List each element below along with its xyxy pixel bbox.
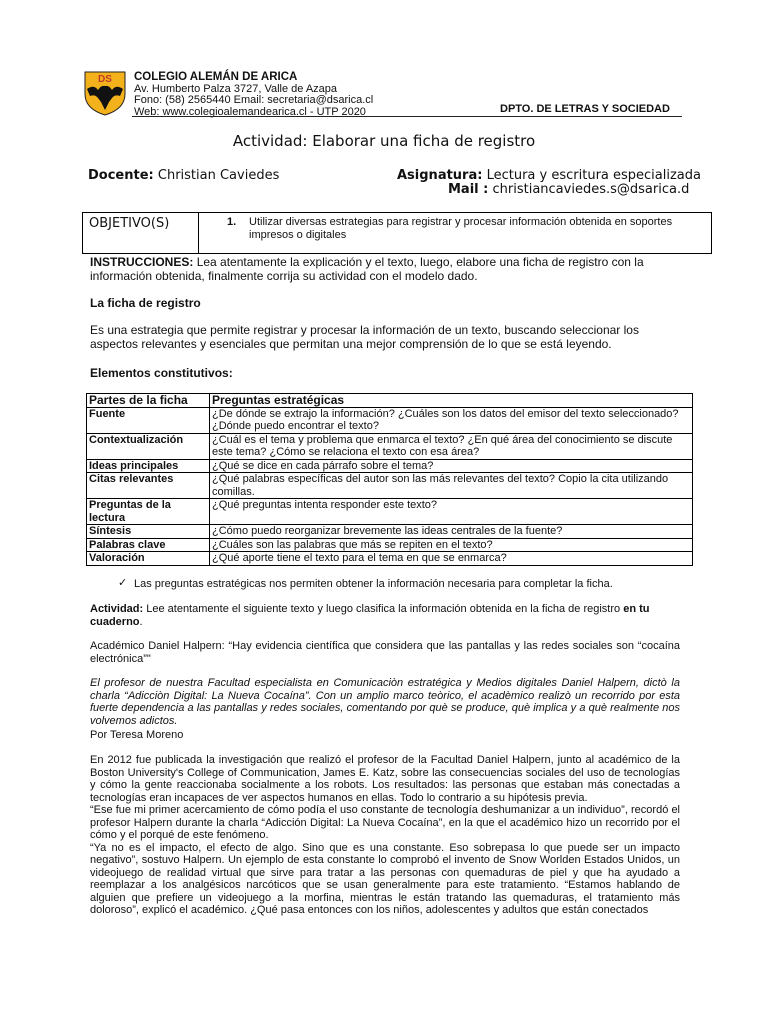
article-paragraph: “Ese fue mi primer acercamiento de cómo podía el uso constante de tecnología deshumanizar a un individuo”, recordó el profesor Halpern durante la charla “Adicción Digital: La Nueva Cocaína”, en la que el académico hizo un recorrido por el cómo y el porqué de este fenómeno. [90,804,680,841]
objective-number: 1. [227,216,237,228]
table-cell-part: Ideas principales [87,459,210,473]
activity-text: Lee atentamente el siguiente texto y luego clasifica la información obtenida en la ficha de registro [143,603,624,615]
activity-label: Actividad: [90,603,144,615]
table-cell-question: ¿Cuál es el tema y problema que enmarca el texto? ¿En qué área del conocimiento se discute este tema? ¿Cómo se relaciona el texto con esa área? [210,433,693,459]
objective-label: OBJETIVO(S) [83,213,199,253]
teacher-label: Docente: [88,168,154,183]
school-web: Web: www.colegioalemandearica.cl - UTP 2020 [134,105,366,118]
instructions-label: INSTRUCCIONES: [90,255,194,269]
activity-bold-end: en tu cuaderno [90,603,650,628]
article-byline: Por Teresa Moreno [90,729,184,741]
table-cell-part: Palabras clave [87,538,210,552]
table-header-parts: Partes de la ficha [87,394,210,408]
table-row [87,433,693,459]
subject-label: Asignatura: [397,168,483,183]
article-quote: Académico Daniel Halpern: “Hay evidencia científica que considera que las pantallas y las redes sociales son “cocaína electrónica”" [90,640,680,665]
header-divider [132,116,682,117]
ficha-text: Es una estrategia que permite registrar y procesar la información de un texto, buscando seleccionar los aspectos relevantes y esenciales que permitan una mejor comprensión de lo que se está leyendo. [90,323,639,351]
teacher-line [88,168,279,183]
activity-instructions [90,603,690,628]
department-label: DPTO. DE LETRAS Y SOCIEDAD [500,103,670,115]
table-row [87,459,693,473]
table-cell-question: ¿Qué preguntas intenta responder este texto? [210,499,693,525]
article-lead: El profesor de nuestra Facultad especialista en Comunicaciòn estratégica y Medios digitales Daniel Halpern, dictò la charla “Adicciòn Digital: La Nueva Cocaína”. Con un amplio marco teòrico, el acadèmico realizò un recorrido por esta fuerte dependencia a las pantallas y redes sociales, comentando por què se produce, què implica y a què realmente nos volvemos adictos. [90,677,680,727]
logo-text: DS [98,74,112,85]
school-address: Av. Humberto Palza 3727, Valle de Azapa [134,82,338,95]
check-note: Las preguntas estratégicas nos permiten obtener la información necesaria para completar la ficha. [134,578,613,590]
subject-line [397,168,701,183]
table-cell-question: ¿Qué palabras específicas del autor son las más relevantes del texto? Copio la cita utilizando comillas. [210,473,693,499]
school-info [134,72,373,118]
teacher-name: Christian Caviedes [157,168,280,183]
school-contact: Fono: (58) 2565440 Email: secretaria@dsarica.cl [134,94,374,106]
table-row [87,473,693,499]
mail-value: christiancaviedes.s@dsarica.d [492,182,690,197]
table-row [87,552,693,566]
elements-heading: Elementos constitutivos: [90,366,233,380]
table-row [87,525,693,539]
objective-box [82,212,712,254]
subject-name: Lectura y escritura especializada [486,168,701,183]
article-paragraph: En 2012 fue publicada la investigación que realizó el profesor de la Facultad Daniel Halpern, junto al académico de la Boston University's College of Communication, James E. Katz, sobre las consecuencias sociales del uso de tecnologías y cómo la gente reaccionaba socialmente a los robots. Los resultados: las personas que estaban más conectadas a tecnologías eran incapaces de ver aspectos humanos en ellas. Todo lo contrario a su hipótesis previa. [90,754,680,804]
table-cell-question: ¿Cómo puedo reorganizar brevemente las ideas centrales de la fuente? [210,525,693,539]
objective-text: Utilizar diversas estrategias para registrar y procesar información obtenida en soportes impresos o digitales [249,216,673,241]
table-row [87,499,693,525]
ficha-table [86,393,693,566]
instructions [90,255,690,283]
mail-label: Mail : [448,182,489,197]
table-cell-question: ¿Cuáles son las palabras que más se repiten en el texto? [210,538,693,552]
table-cell-part: Fuente [87,407,210,433]
check-icon: ✓ [118,577,128,589]
article-body [90,754,680,917]
school-name: COLEGIO ALEMÁN DE ARICA [134,71,298,83]
table-cell-question: ¿Qué se dice en cada párrafo sobre el tema? [210,459,693,473]
table-cell-part: Citas relevantes [87,473,210,499]
instructions-text: Lea atentamente la explicación y el texto, luego, elabore una ficha de registro con la información obtenida, finalmente corrija su actividad con el modelo dado. [90,255,644,283]
page-title: Actividad: Elaborar una ficha de registro [232,132,536,150]
table-cell-question: ¿De dónde se extrajo la información? ¿Cuáles son los datos del emisor del texto seleccionado? ¿Dónde puedo encontrar el texto? [210,407,693,433]
table-header-row [87,394,693,408]
mail-line [448,182,689,197]
ficha-heading: La ficha de registro [90,296,201,310]
school-logo [82,70,128,116]
table-cell-question: ¿Qué aporte tiene el texto para el tema en que se enmarca? [210,552,693,566]
table-cell-part: Contextualización [87,433,210,459]
table-cell-part: Valoración [87,552,210,566]
article-paragraph: “Ya no es el impacto, el efecto de algo. Sino que es una constante. Eso sobrepasa lo que puede ser un impacto negativo”, sostuvo Halpern. Un ejemplo de esta constante lo comprobó el invento de Snow Worlden Estados Unidos, un videojuego de realidad virtual que sirve para tratar a las personas con quemaduras de piel y que ha ayudado a reemplazar a los analgésicos narcóticos que se usan generalmente para este tratamiento. “Estamos hablando de alguien que prefiere un videojuego a la morfina, mientras le están tratando las quemaduras, el tratamiento más doloroso”, explicó el académico. ¿Qué pasa entonces con los niños, adolescentes y adultos que están conectados [90,841,680,916]
table-cell-part: Preguntas de la lectura [87,499,210,525]
table-row [87,407,693,433]
table-header-questions: Preguntas estratégicas [210,394,693,408]
table-cell-part: Síntesis [87,525,210,539]
table-row [87,538,693,552]
activity-period: . [139,615,143,628]
